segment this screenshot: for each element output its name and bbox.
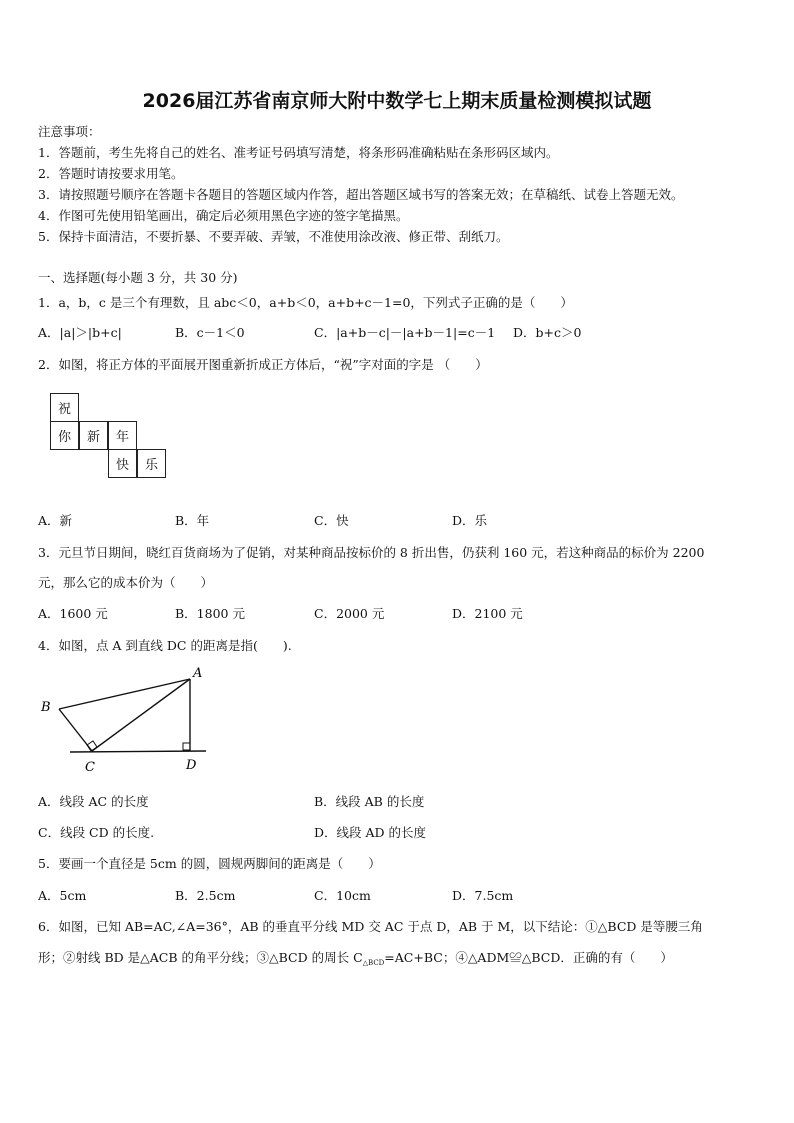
section-heading: 一、选择题(每小题 3 分，共 30 分)	[38, 270, 238, 285]
q2-stem: 2．如图，将正方体的平面展开图重新折成正方体后，“祝”字对面的字是 （ ）	[38, 357, 488, 372]
cube-face-1: 祝	[50, 393, 79, 422]
q6-stem-part1: 形；②射线 BD 是△ACB 的角平分线；③△BCD 的周长 C	[38, 950, 363, 965]
q1-option-a: A．|a|＞|b+c|	[38, 325, 122, 340]
q1-option-b: B．c－1＜0	[175, 325, 245, 340]
q1-stem: 1．a，b，c 是三个有理数，且 abc＜0，a+b＜0，a+b+c－1=0，下列式子正确的是（ ）	[38, 295, 573, 310]
q2-option-a: A．新	[38, 513, 73, 528]
notice-item: 1．答题前，考生先将自己的姓名、准考证号码填写清楚，将条形码准确粘贴在条形码区域内。	[38, 145, 559, 160]
notice-heading: 注意事项：	[38, 124, 101, 139]
q2-option-d: D．乐	[452, 513, 488, 528]
line-dc	[70, 751, 206, 752]
cube-face-4: 年	[108, 421, 137, 450]
q3-option-a: A．1600 元	[38, 606, 108, 621]
q4-option-a: A．线段 AC 的长度	[38, 794, 149, 809]
cube-face-6: 乐	[137, 449, 166, 478]
q5-stem: 5．要画一个直径是 5cm 的圆，圆规两脚间的距离是（ ）	[38, 856, 381, 871]
q1-option-c: C．|a+b－c|－|a+b－1|=c－1	[314, 325, 496, 340]
page-title: 2026届江苏省南京师大附中数学七上期末质量检测模拟试题	[142, 90, 652, 112]
q6-stem-line2	[38, 948, 673, 966]
triangle-figure	[36, 663, 216, 778]
q1-option-d: D．b+c＞0	[513, 325, 582, 340]
q6-subscript: △BCD	[362, 959, 385, 967]
cube-face-3: 新	[79, 421, 108, 450]
q5-option-c: C．10cm	[314, 888, 371, 903]
q6-stem-part2: =AC+BC；④△ADM≌△BCD．正确的有（ ）	[384, 950, 673, 965]
q3-option-c: C．2000 元	[314, 606, 385, 621]
notice-item: 4．作图可先使用铅笔画出，确定后必须用黑色字迹的签字笔描黑。	[38, 208, 409, 223]
q6-stem-line1: 6．如图，已知 AB=AC,∠A=36°，AB 的垂直平分线 MD 交 AC 于点 D，AB 于 M，以下结论：①△BCD 是等腰三角	[38, 919, 703, 934]
label-c: C	[85, 760, 95, 775]
notice-item: 3．请按照题号顺序在答题卡各题目的答题区域内作答，超出答题区域书写的答案无效；在草稿纸、试卷上答题无效。	[38, 187, 684, 202]
q5-option-a: A．5cm	[38, 888, 87, 903]
q2-option-b: B．年	[175, 513, 210, 528]
notice-item: 2．答题时请按要求用笔。	[38, 166, 184, 181]
q4-stem: 4．如图，点 A 到直线 DC 的距离是指( ).	[38, 638, 292, 653]
q3-option-d: D．2100 元	[452, 606, 523, 621]
q4-option-b: B．线段 AB 的长度	[314, 794, 425, 809]
label-a: A	[193, 666, 203, 681]
label-b: B	[41, 700, 51, 715]
label-d: D	[186, 758, 197, 773]
q4-option-d: D．线段 AD 的长度	[314, 825, 427, 840]
q3-stem-line2: 元，那么它的成本价为（ ）	[38, 575, 214, 590]
right-angle-mark-d	[183, 743, 190, 750]
q3-option-b: B．1800 元	[175, 606, 245, 621]
q3-stem-line1: 3．元旦节日期间，晓红百货商场为了促销，对某种商品按标价的 8 折出售，仍获利 160 元，若这种商品的标价为 2200	[38, 545, 705, 560]
q5-option-b: B．2.5cm	[175, 888, 236, 903]
q2-option-c: C．快	[314, 513, 349, 528]
q4-option-c: C．线段 CD 的长度.	[38, 825, 155, 840]
notice-item: 5．保持卡面清洁，不要折暴、不要弄破、弄皱，不准使用涂改液、修正带、刮纸刀。	[38, 229, 509, 244]
q5-option-d: D．7.5cm	[452, 888, 514, 903]
cube-face-5: 快	[108, 449, 137, 478]
cube-face-2: 你	[50, 421, 79, 450]
